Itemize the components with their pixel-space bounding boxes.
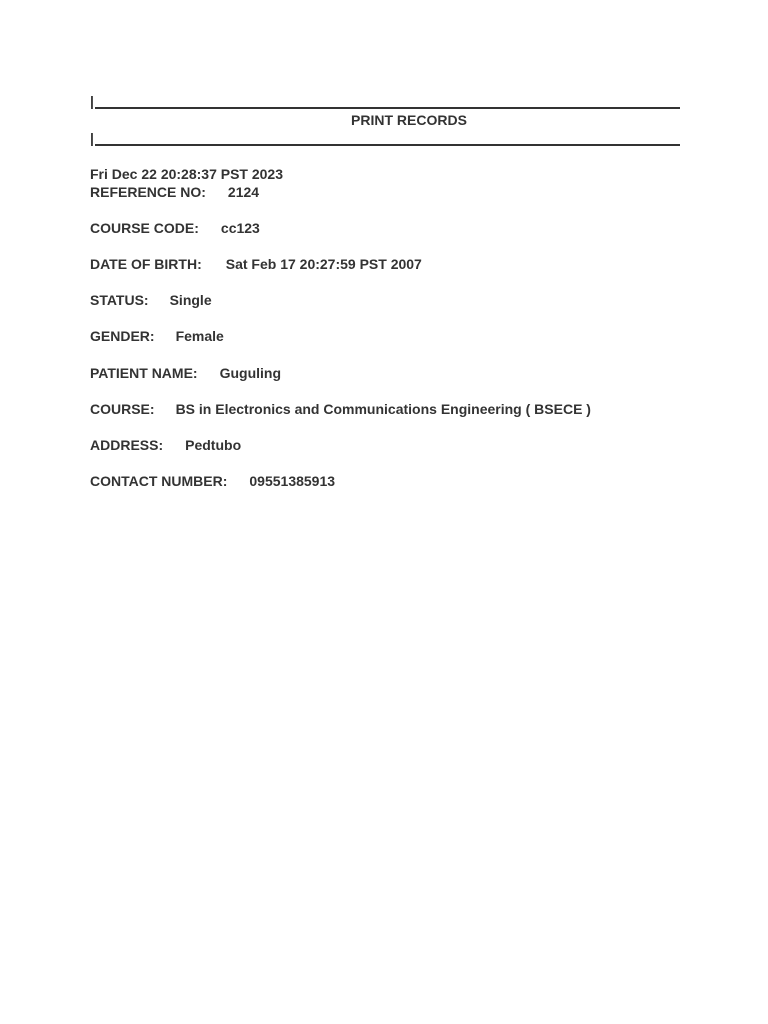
top-rule-mark: | — [90, 93, 94, 109]
address-row — [90, 436, 241, 454]
top-rule-underline — [95, 107, 680, 109]
top-rule-line — [90, 93, 680, 109]
contact-value: 09551385913 — [249, 473, 336, 489]
page-title: PRINT RECORDS — [351, 112, 467, 128]
patient-name-value: Guguling — [219, 365, 282, 381]
address-value: Pedtubo — [185, 437, 242, 453]
gender-value: Female — [175, 328, 224, 344]
status-row — [90, 291, 212, 309]
bottom-rule-underline — [95, 144, 680, 146]
dob-value: Sat Feb 17 20:27:59 PST 2007 — [225, 256, 422, 272]
bottom-rule-mark: | — [90, 130, 94, 146]
reference-label: REFERENCE NO: — [90, 184, 206, 200]
patient-name-label: PATIENT NAME: — [90, 365, 198, 381]
course-label: COURSE: — [90, 401, 155, 417]
course-code-label: COURSE CODE: — [90, 220, 199, 236]
gender-row — [90, 327, 224, 345]
status-label: STATUS: — [90, 292, 149, 308]
course-value: BS in Electronics and Communications Engineering ( BSECE ) — [175, 401, 591, 417]
contact-row — [90, 472, 335, 490]
reference-row — [90, 183, 259, 201]
dob-row — [90, 255, 422, 273]
course-code-row — [90, 219, 260, 237]
contact-label: CONTACT NUMBER: — [90, 473, 228, 489]
reference-value: 2124 — [227, 184, 260, 200]
course-row — [90, 400, 591, 418]
dob-label: DATE OF BIRTH: — [90, 256, 202, 272]
bottom-rule-line — [90, 130, 680, 146]
gender-label: GENDER: — [90, 328, 155, 344]
course-code-value: cc123 — [220, 220, 260, 236]
patient-name-row — [90, 364, 281, 382]
status-value: Single — [169, 292, 212, 308]
address-label: ADDRESS: — [90, 437, 164, 453]
record-timestamp: Fri Dec 22 20:28:37 PST 2023 — [90, 166, 284, 182]
